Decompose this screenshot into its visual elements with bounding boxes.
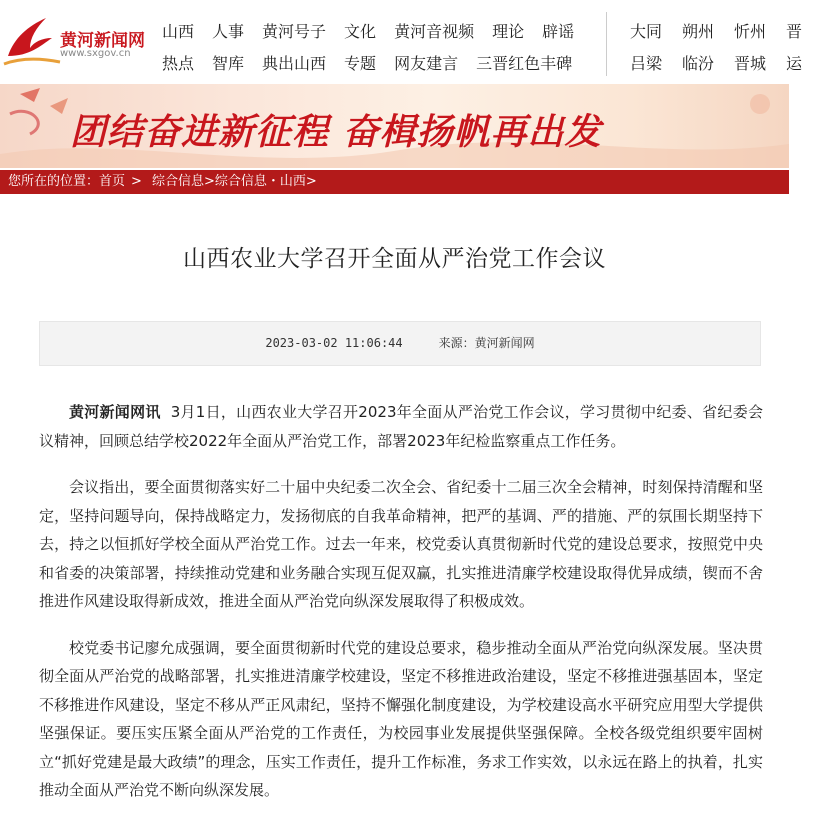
article-title: 山西农业大学召开全面从严治党工作会议 [183,246,606,272]
city-yuncheng[interactable]: 运 [786,53,803,73]
nav-row-2 [162,46,592,78]
nav-item-video[interactable]: 黄河音视频 [394,21,475,41]
logo-text: 黄河新闻网 [60,31,145,51]
breadcrumb-sep: > [131,174,142,189]
article-paragraph: 校党委书记廖允成强调，要全面贯彻新时代党的建设总要求，稳步推动全面从严治党向纵深发展。坚决贯彻全面从严治党的战略部署，扎实推进清廉学校建设，坚定不移推进政治建设，坚定不移推进强基固本，坚定不移推进作风建设，坚定不移从严正风肃纪，坚持不懈强化制度建设，为学校建设高水平研究应用型大学提供坚强保证。要压实压紧全面从严治党的工作责任，为校园事业发展提供坚强保障。全校各级党组织要牢固树立“抓好党建是最大政绩”的理念，压实工作责任，提升工作标准，务求工作实效，以永远在路上的执着，扎实推动全面从严治党不断向纵深发展。 [39,638,763,799]
city-jincheng[interactable]: 晋城 [734,53,767,73]
logo-url: www.sxgov.cn [60,48,131,59]
article-body [39,398,763,823]
nav-item-special[interactable]: 专题 [344,53,377,73]
nav-item-culture[interactable]: 文化 [344,21,377,41]
city-jinzhong[interactable]: 晋 [786,21,803,41]
nav-item-allusions[interactable]: 典出山西 [262,53,327,73]
nav-divider [606,12,607,76]
banner-slogan: 团结奋进新征程 奋楫扬帆再出发 [70,112,602,153]
city-shuozhou[interactable]: 朔州 [682,21,715,41]
nav-item-personnel[interactable]: 人事 [212,21,245,41]
city-datong[interactable]: 大同 [630,21,663,41]
breadcrumb-sep-2: > [203,174,215,189]
article-source: 来源：黄河新闻网 [438,336,535,350]
breadcrumb-category[interactable]: 综合信息 [151,174,204,189]
nav-item-theory[interactable]: 理论 [492,21,525,41]
breadcrumb-sep-3: > [305,174,317,189]
nav-item-netizen[interactable]: 网友建言 [394,53,459,73]
city-nav [630,14,822,78]
nav-item-hot[interactable]: 热点 [162,53,195,73]
city-xinzhou[interactable]: 忻州 [734,21,767,41]
city-nav-row-1 [630,14,822,46]
city-lvliang[interactable]: 吕梁 [630,53,663,73]
article-lead: 黄河新闻网讯 [69,403,161,421]
city-nav-row-2 [630,46,822,78]
breadcrumb [0,170,789,194]
nav-item-huanghe-haozi[interactable]: 黄河号子 [262,21,327,41]
nav-row-1 [162,14,592,46]
article-datetime: 2023-03-02 11:06:44 [265,336,403,350]
nav-item-rumor[interactable]: 辟谣 [542,21,575,41]
site-logo[interactable] [0,8,150,68]
main-nav [162,14,592,78]
breadcrumb-prefix: 您所在的位置： [8,174,100,189]
slogan-banner [0,84,789,168]
nav-item-red-monument[interactable]: 三晋红色丰碑 [476,53,573,73]
breadcrumb-home[interactable]: 首页 [99,174,126,189]
city-linfen[interactable]: 临汾 [682,53,715,73]
article-paragraph: 会议指出，要全面贯彻落实好二十届中央纪委二次全会、省纪委十二届三次全会精神，时刻保持清醒和坚定，坚持问题导向，保持战略定力，发扬彻底的自我革命精神，把严的基调、严的措施、严的氛围长期坚持下去，持之以恒抓好学校全面从严治党工作。过去一年来，校党委认真贯彻新时代党的建设总要求，按照党中央和省委的决策部署，持续推动党建和业务融合实现互促双赢，扎实推进清廉学校建设取得优异成绩，锲而不舍推进作风建设取得新成效，推进全面从严治党向纵深发展取得了积极成效。 [39,478,763,610]
paragraph-text: 3月1日，山西农业大学召开2023年全面从严治党工作会议，学习贯彻中纪委、省纪委会议精神，回顾总结学校2022年全面从严治党工作，部署2023年纪检监察重点工作任务。 [39,403,763,450]
site-header [0,0,803,84]
nav-item-shanxi[interactable]: 山西 [162,21,195,41]
breadcrumb-subcategory[interactable]: 综合信息・山西 [214,174,306,189]
article-paragraph [39,398,763,455]
article-meta [39,321,761,366]
nav-item-think-tank[interactable]: 智库 [212,53,245,73]
